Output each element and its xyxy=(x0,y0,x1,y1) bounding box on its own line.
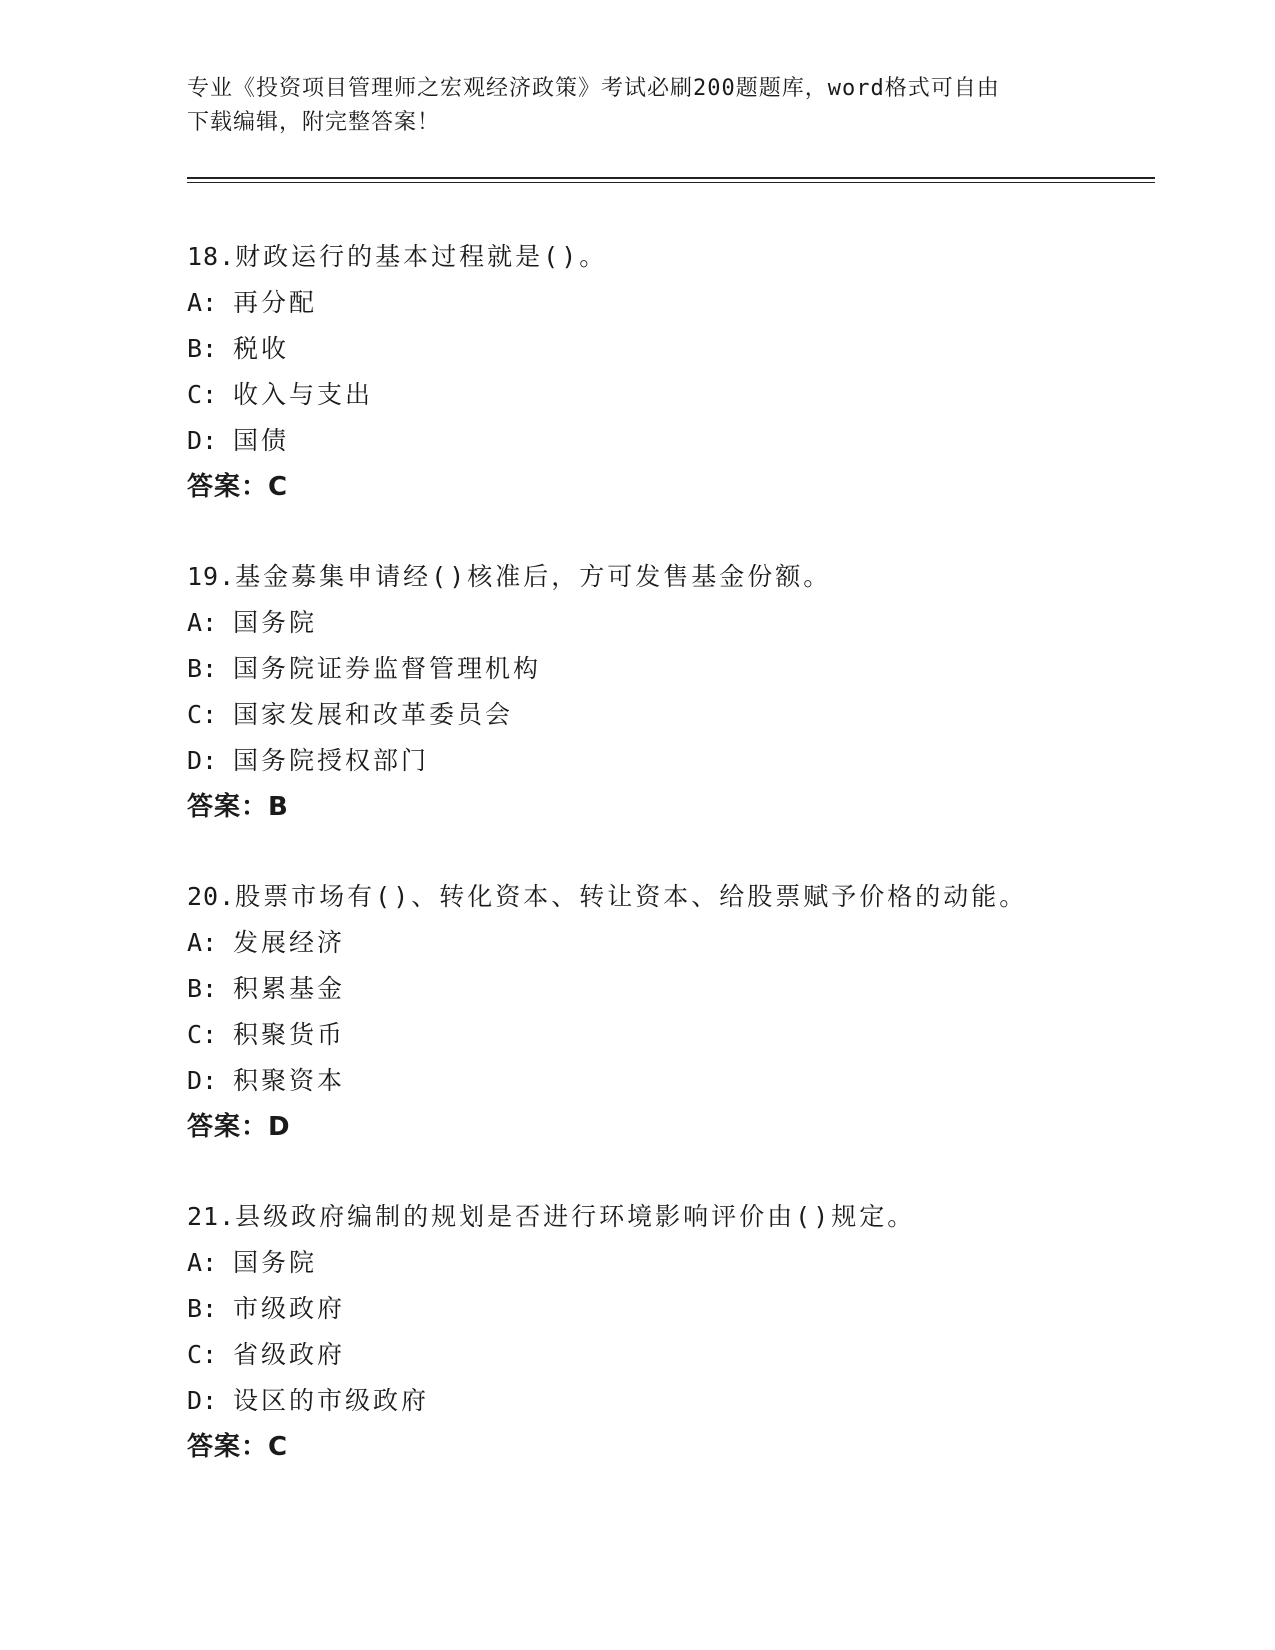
document-header xyxy=(187,72,1067,140)
option-a xyxy=(187,920,1155,966)
option-text: 收入与支出 xyxy=(233,380,374,409)
option-key: B: xyxy=(187,654,218,683)
option-text: 市级政府 xyxy=(233,1294,346,1323)
option-c xyxy=(187,1332,1155,1378)
question-stem xyxy=(187,1194,1155,1240)
option-d xyxy=(187,1378,1155,1424)
question-list xyxy=(187,234,1155,1514)
option-c xyxy=(187,372,1155,418)
question-number: 20. xyxy=(187,882,236,911)
option-text: 国家发展和改革委员会 xyxy=(233,700,514,729)
option-key: D: xyxy=(187,426,218,455)
option-b xyxy=(187,966,1155,1012)
option-a xyxy=(187,1240,1155,1286)
question-text: 财政运行的基本过程就是()。 xyxy=(235,242,608,271)
option-key: D: xyxy=(187,1066,218,1095)
option-d xyxy=(187,1058,1155,1104)
question-21 xyxy=(187,1194,1155,1514)
answer-label: 答案：D xyxy=(187,1112,291,1142)
header-divider-thin xyxy=(187,182,1155,183)
option-text: 再分配 xyxy=(233,288,318,317)
question-20 xyxy=(187,874,1155,1194)
option-key: A: xyxy=(187,928,218,957)
option-text: 发展经济 xyxy=(233,928,346,957)
option-d xyxy=(187,418,1155,464)
header-divider-thick xyxy=(187,177,1155,179)
option-key: B: xyxy=(187,974,218,1003)
option-text: 税收 xyxy=(233,334,290,363)
option-c xyxy=(187,692,1155,738)
answer-label: 答案：C xyxy=(187,1432,289,1462)
option-text: 国务院授权部门 xyxy=(233,746,430,775)
option-key: D: xyxy=(187,746,218,775)
question-number: 18. xyxy=(187,242,236,271)
question-stem xyxy=(187,234,1155,280)
answer-label: 答案：B xyxy=(187,792,289,822)
question-19 xyxy=(187,554,1155,874)
header-line-2: 下载编辑，附完整答案！ xyxy=(187,110,441,135)
option-b xyxy=(187,326,1155,372)
option-d xyxy=(187,738,1155,784)
answer-label: 答案：C xyxy=(187,472,289,502)
question-stem xyxy=(187,874,1155,920)
option-key: C: xyxy=(187,380,218,409)
option-text: 国务院 xyxy=(233,1248,318,1277)
option-text: 积聚资本 xyxy=(233,1066,346,1095)
option-a xyxy=(187,600,1155,646)
option-key: A: xyxy=(187,608,218,637)
option-b xyxy=(187,646,1155,692)
option-key: C: xyxy=(187,1340,218,1369)
question-number: 21. xyxy=(187,1202,236,1231)
option-key: A: xyxy=(187,288,218,317)
question-stem xyxy=(187,554,1155,600)
option-text: 积聚货币 xyxy=(233,1020,346,1049)
option-text: 国务院 xyxy=(233,608,318,637)
option-key: D: xyxy=(187,1386,218,1415)
option-key: B: xyxy=(187,334,218,363)
question-text: 基金募集申请经()核准后，方可发售基金份额。 xyxy=(235,562,832,591)
option-c xyxy=(187,1012,1155,1058)
option-text: 省级政府 xyxy=(233,1340,346,1369)
option-key: C: xyxy=(187,700,218,729)
option-key: B: xyxy=(187,1294,218,1323)
option-key: A: xyxy=(187,1248,218,1277)
option-a xyxy=(187,280,1155,326)
option-text: 设区的市级政府 xyxy=(233,1386,430,1415)
option-text: 国务院证券监督管理机构 xyxy=(233,654,542,683)
option-b xyxy=(187,1286,1155,1332)
option-text: 积累基金 xyxy=(233,974,346,1003)
question-18 xyxy=(187,234,1155,554)
header-line-1: 专业《投资项目管理师之宏观经济政策》考试必刷200题题库，word格式可自由 xyxy=(187,76,1000,101)
question-text: 县级政府编制的规划是否进行环境影响评价由()规定。 xyxy=(235,1202,916,1231)
option-text: 国债 xyxy=(233,426,290,455)
question-number: 19. xyxy=(187,562,236,591)
option-key: C: xyxy=(187,1020,218,1049)
question-text: 股票市场有()、转化资本、转让资本、给股票赋予价格的动能。 xyxy=(235,882,1028,911)
